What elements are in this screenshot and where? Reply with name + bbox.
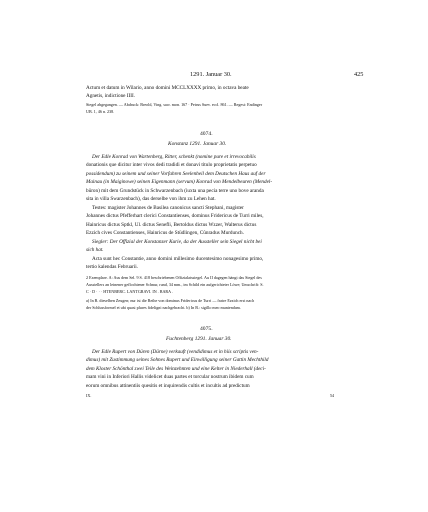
text-line: büron) mit dem Grundstück in Schwarzenbach (iuxta una pecia terre uno bove aranda — [86, 188, 264, 194]
footnote-line: a) In B. dieselben Zeugen; nur ist die Reihe von dominus Fridericus de Turri — fratre Ezzich erst nach — [86, 298, 255, 303]
entry-number: 4074. — [200, 131, 213, 137]
entry-heading: Konstanz 1291. Januar 30. — [168, 141, 227, 147]
text-line: Ezzich cives Constantienses, Hainricus de Stüdlingen, Cûnradus Murdunch. — [86, 230, 244, 236]
page-number: 425 — [354, 71, 364, 78]
text-line: Agnetis, indictione IIII. — [86, 93, 135, 99]
text-line: Der Edle Konrad von Wartenberg, Ritter, schenkt (nomine pure et irrevocabilis — [92, 154, 256, 160]
footnote-line: 2 Exemplare. A: Aus dem Sel. 9 S. 418 beschriebenen Offizialatssiegel. Au II dagegen hängt das Siegel des — [86, 275, 262, 280]
entry-number: 4075. — [200, 326, 213, 332]
text-line: mam vini in Inferiori Hallis videlicet duas partes et torcular nostrum ibidem cum — [86, 374, 254, 380]
text-line: sich hat. — [86, 247, 104, 253]
text-line: Acta sunt hec Constantie, anno domini millesimo ducentesimo nonagesimo primo, — [92, 256, 264, 262]
entry-heading: Fuchtenberg 1291. Januar 30. — [166, 336, 232, 342]
footnote-line: Ausstellers an leinener geflochtener Schnur, rund, 34 mm., im Schild ein aufgerichteter Löwe; Umschrift: S. — [86, 282, 264, 287]
footnote-line: der Schlussformel et ubi quasi plures fideligni nachgebracht. b) In B.: sigillo meo muniendam. — [86, 305, 241, 310]
text-line: Actum et datum in Wilario, anno domini MCCLXXXX primo, in octava beate — [86, 85, 249, 91]
text-line: donationis que dicitur inter vivos dedi tradidi et donavi titulo proprietatis perpetuo — [86, 162, 257, 168]
footnote-line: Siegel abgegangen. — Abdruck: Breold, Ving. sacr. mon. 167 · Petrus Suev. eccl. 861. — Regest: Endinger — [86, 102, 263, 107]
text-line: Siegler: Der Offizial der Konstanzer Kurie, da der Aussteller sein Siegel nicht bei — [92, 239, 262, 245]
text-line: Der Edle Rupert von Düren (Dürne) verkauft (vendidimus et in hiis scriptis ven- — [92, 349, 259, 355]
text-line: tertio kalendas Februarii. — [86, 264, 139, 270]
text-line: eorum omnibus attinentiis quesitis et inquirendis cultis et incultis ad predictum — [86, 383, 250, 389]
footer-signature: IX. — [86, 393, 92, 398]
text-line: dem Kloster Schönthal zwei Teile des Weinzehnten und eine Kelter in Niederhall (deci- — [86, 366, 266, 372]
text-line: Hainricus dictus Sptkl, Ul. dictus Senefli, Bertoldus dictus Wzzer, Walterus dictus — [86, 222, 257, 228]
text-line: possidendum) zu seinem und seiner Vorfahren Seelenheil dem Deutschen Haus auf der — [86, 171, 266, 177]
text-line: dimus) mit Zustimmung seines Sohnes Rupert und Einwilligung seiner Gattin Mechthild — [86, 357, 269, 363]
text-line: sita in villa Swarzenbach), das derselbe von ihm zu Lehen hat. — [86, 196, 216, 202]
text-line: Johannes dictus Pfefferhart clerici Constantienses, dominus Fridericus de Turri miles, — [86, 213, 264, 219]
header-date: 1291. Januar 30. — [190, 71, 232, 78]
text-line: Testes: magister Johannes de Basilea canonicus sancti Stephani, magister — [92, 205, 244, 211]
footnote-line: C · D · · · HTENBERC. LANTGRAVI. IN . BARA . — [86, 289, 173, 294]
text-line: Mainau (in Maiginowe) seinen Eigenmann (servum) Konrad von Mendelbeuren (Mendel- — [86, 179, 273, 185]
footnote-line: UB. 1, 46 n. 238. — [86, 109, 115, 114]
footer-number: 54 — [330, 393, 335, 398]
